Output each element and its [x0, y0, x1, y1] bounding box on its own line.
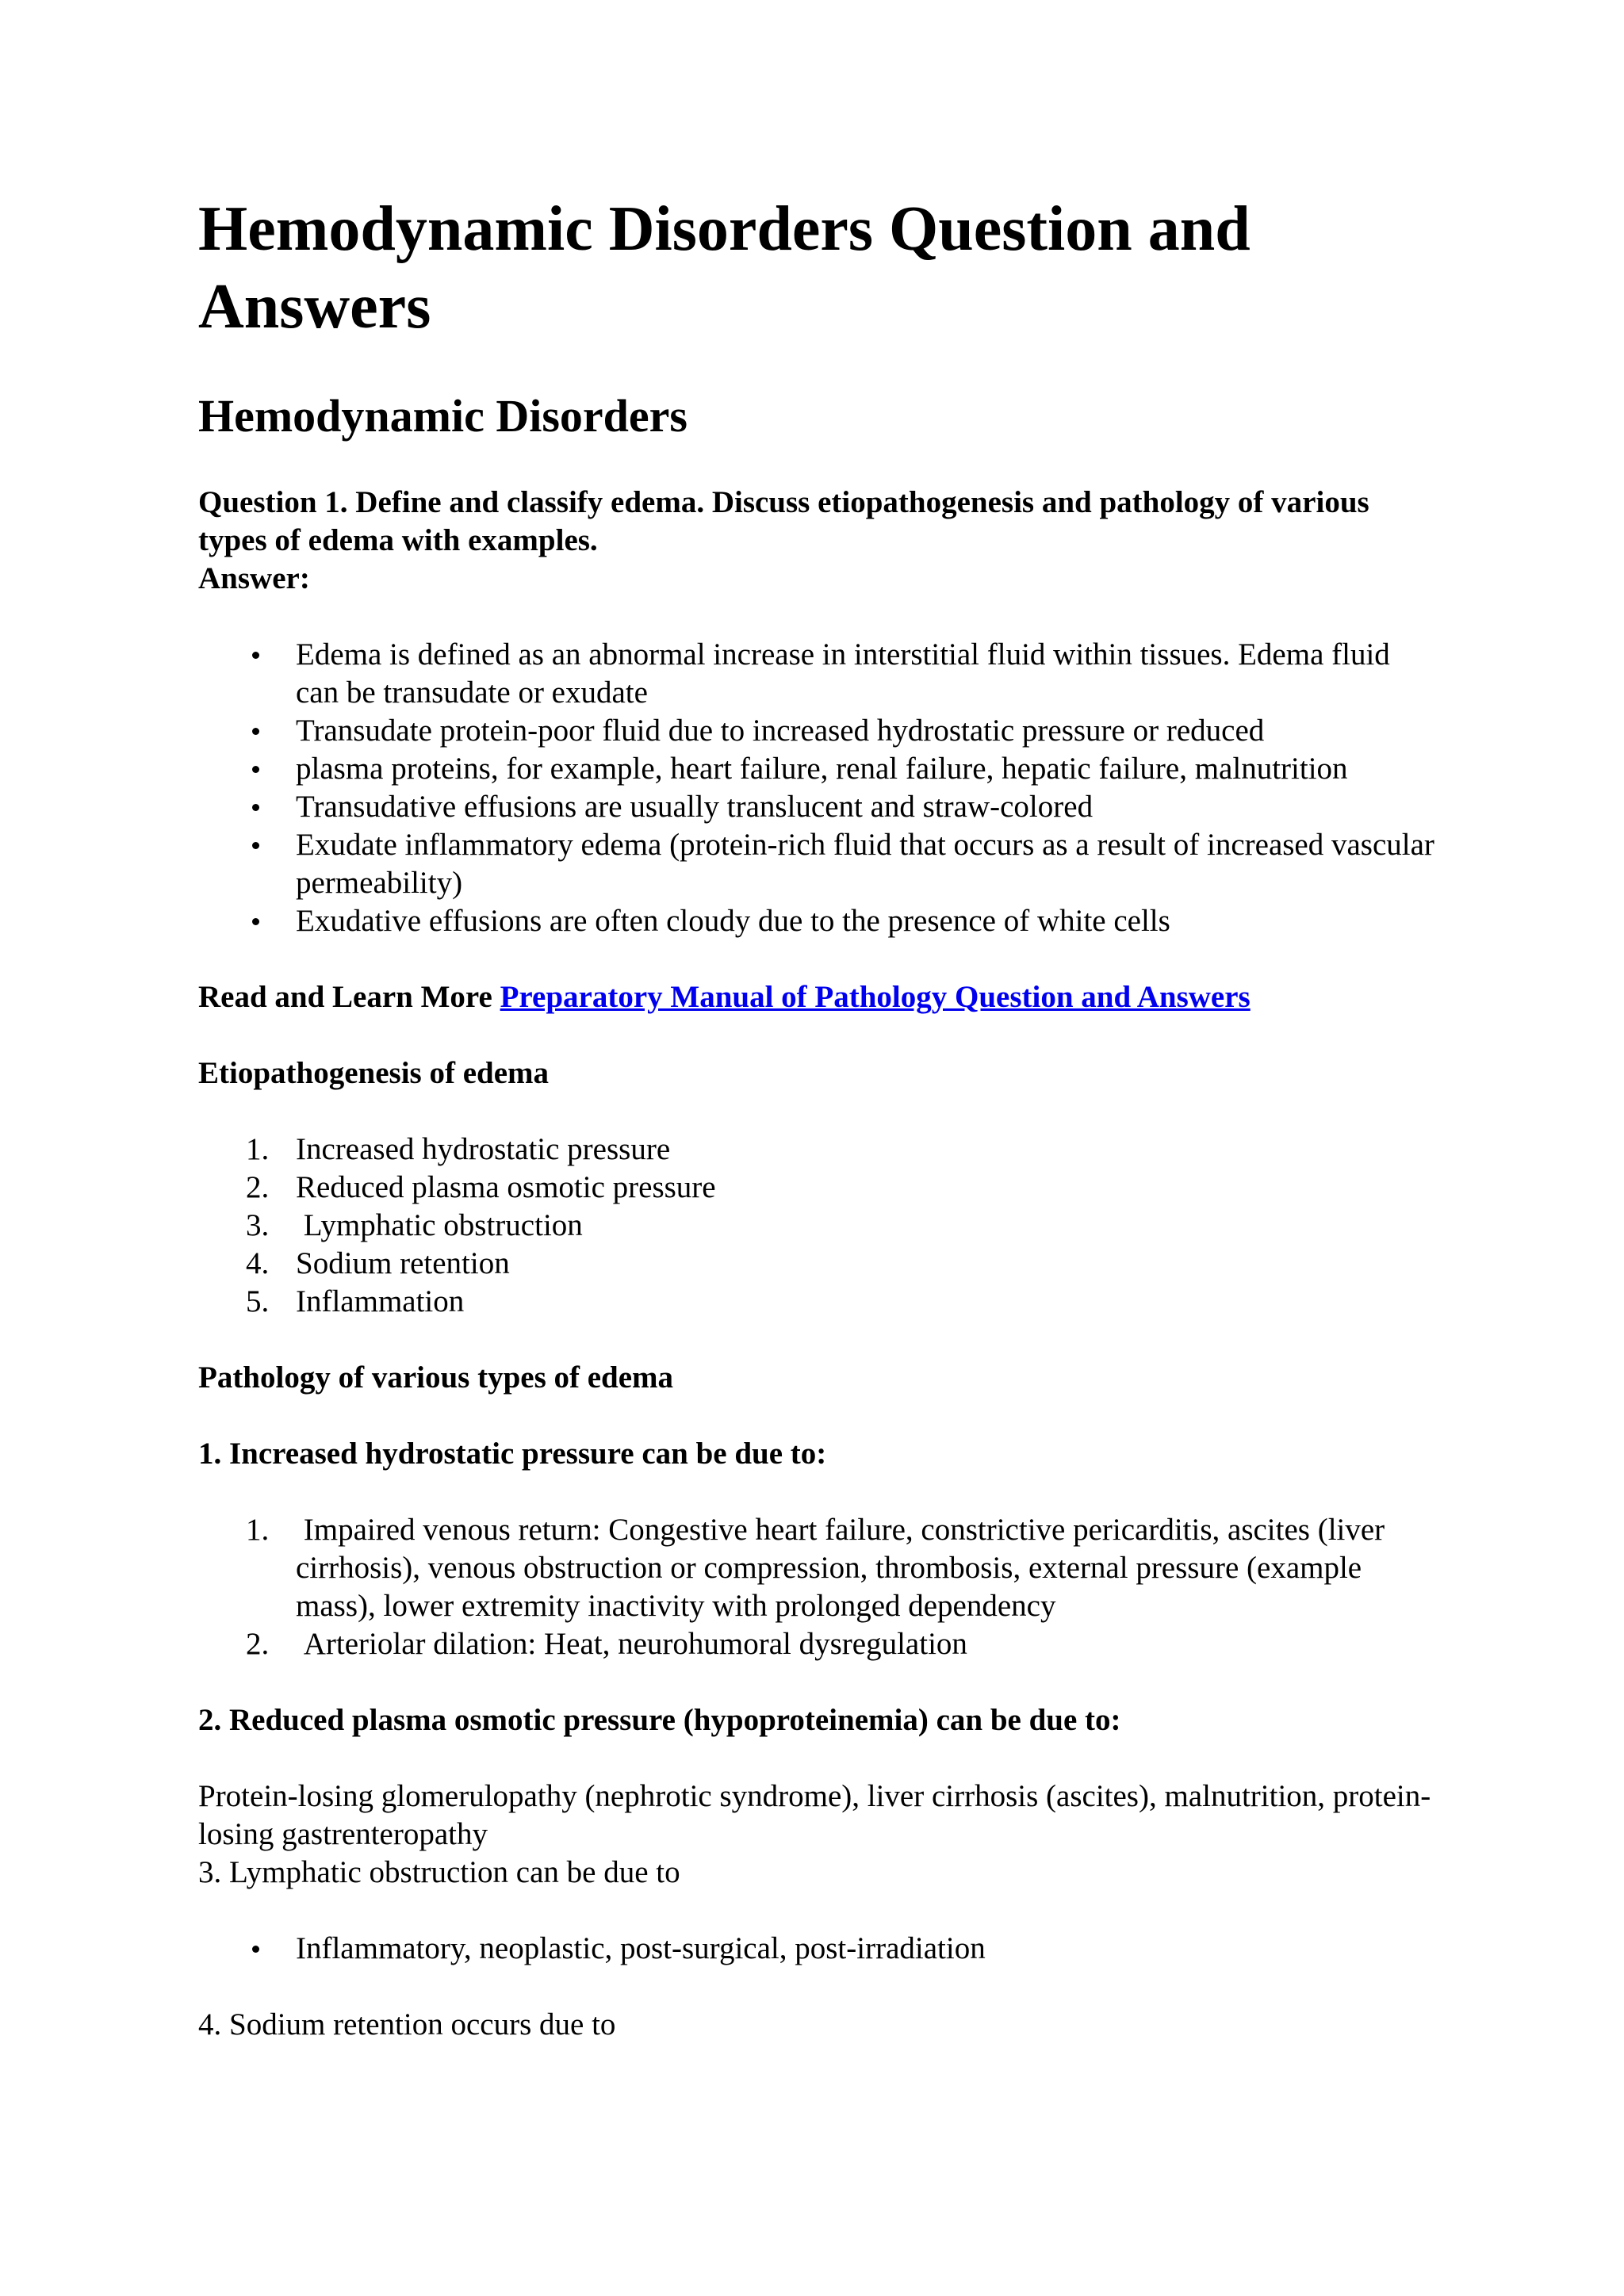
list-item: Transudative effusions are usually translucent and straw-colored: [198, 788, 1435, 826]
answer-bullet-list: [198, 636, 1435, 940]
list-item: Exudative effusions are often cloudy due to the presence of white cells: [198, 902, 1435, 940]
etiopathogenesis-list: [198, 1131, 1435, 1321]
list-item: Inflammatory, neoplastic, post-surgical, post-irradiation: [198, 1930, 1435, 1968]
list-number: 1.: [246, 1513, 270, 1547]
document-content: [198, 190, 1435, 2042]
list-number: 5.: [246, 1284, 270, 1318]
list-number: 4.: [246, 1246, 270, 1280]
answer-label: Answer:: [198, 561, 310, 595]
list-text: Reduced plasma osmotic pressure: [296, 1170, 716, 1204]
lymphatic-heading: 3. Lymphatic obstruction can be due to: [198, 1855, 680, 1889]
list-item: [198, 1625, 1435, 1663]
list-text: Lymphatic obstruction: [296, 1208, 583, 1242]
list-text: Sodium retention: [296, 1246, 510, 1280]
list-item: Edema is defined as an abnormal increase in interstitial fluid within tissues. Edema fluid can be transudate or exudate: [198, 636, 1435, 712]
list-item: [198, 1169, 1435, 1207]
list-item: [198, 1283, 1435, 1321]
read-more-label: Read and Learn More: [198, 980, 492, 1014]
list-item: [198, 1245, 1435, 1283]
section-heading: Hemodynamic Disorders: [198, 390, 688, 442]
list-number: 3.: [246, 1208, 270, 1242]
list-item: Transudate protein-poor fluid due to increased hydrostatic pressure or reduced: [198, 712, 1435, 750]
list-text: Inflammation: [296, 1284, 465, 1318]
hydrostatic-heading: 1. Increased hydrostatic pressure can be due to:: [198, 1437, 827, 1471]
etiopathogenesis-heading: Etiopathogenesis of edema: [198, 1056, 549, 1090]
list-text: Arteriolar dilation: Heat, neurohumoral dysregulation: [296, 1627, 967, 1661]
list-item: [198, 1511, 1435, 1625]
hydrostatic-list: [198, 1511, 1435, 1663]
list-number: 2.: [246, 1627, 270, 1661]
osmotic-heading: 2. Reduced plasma osmotic pressure (hypoproteinemia) can be due to:: [198, 1703, 1121, 1737]
read-more-line: [198, 978, 1435, 1016]
read-more-link[interactable]: Preparatory Manual of Pathology Question and Answers: [500, 980, 1251, 1014]
list-item: Exudate inflammatory edema (protein-rich fluid that occurs as a result of increased vascular permeability): [198, 826, 1435, 902]
osmotic-paragraph: Protein-losing glomerulopathy (nephrotic syndrome), liver cirrhosis (ascites), malnutrition, protein-losing gastrenteropathy: [198, 1779, 1431, 1851]
list-text: Impaired venous return: Congestive heart failure, constrictive pericarditis, ascites (liver cirrhosis), venous obstruction or compression, thrombosis, external pressure (example mass), lower extremity inactivity with prolonged dependency: [296, 1513, 1392, 1623]
list-text: Increased hydrostatic pressure: [296, 1132, 671, 1166]
question-text: Question 1. Define and classify edema. Discuss etiopathogenesis and pathology of various types of edema with examples.: [198, 485, 1369, 557]
list-item: [198, 1207, 1435, 1245]
lymphatic-bullet-list: [198, 1930, 1435, 1968]
list-number: 2.: [246, 1170, 270, 1204]
list-number: 1.: [246, 1132, 270, 1166]
list-item: [198, 1131, 1435, 1169]
page-title: Hemodynamic Disorders Question and Answers: [198, 194, 1251, 342]
list-item: plasma proteins, for example, heart failure, renal failure, hepatic failure, malnutrition: [198, 750, 1435, 788]
pathology-heading: Pathology of various types of edema: [198, 1360, 674, 1395]
sodium-heading: 4. Sodium retention occurs due to: [198, 2007, 616, 2042]
